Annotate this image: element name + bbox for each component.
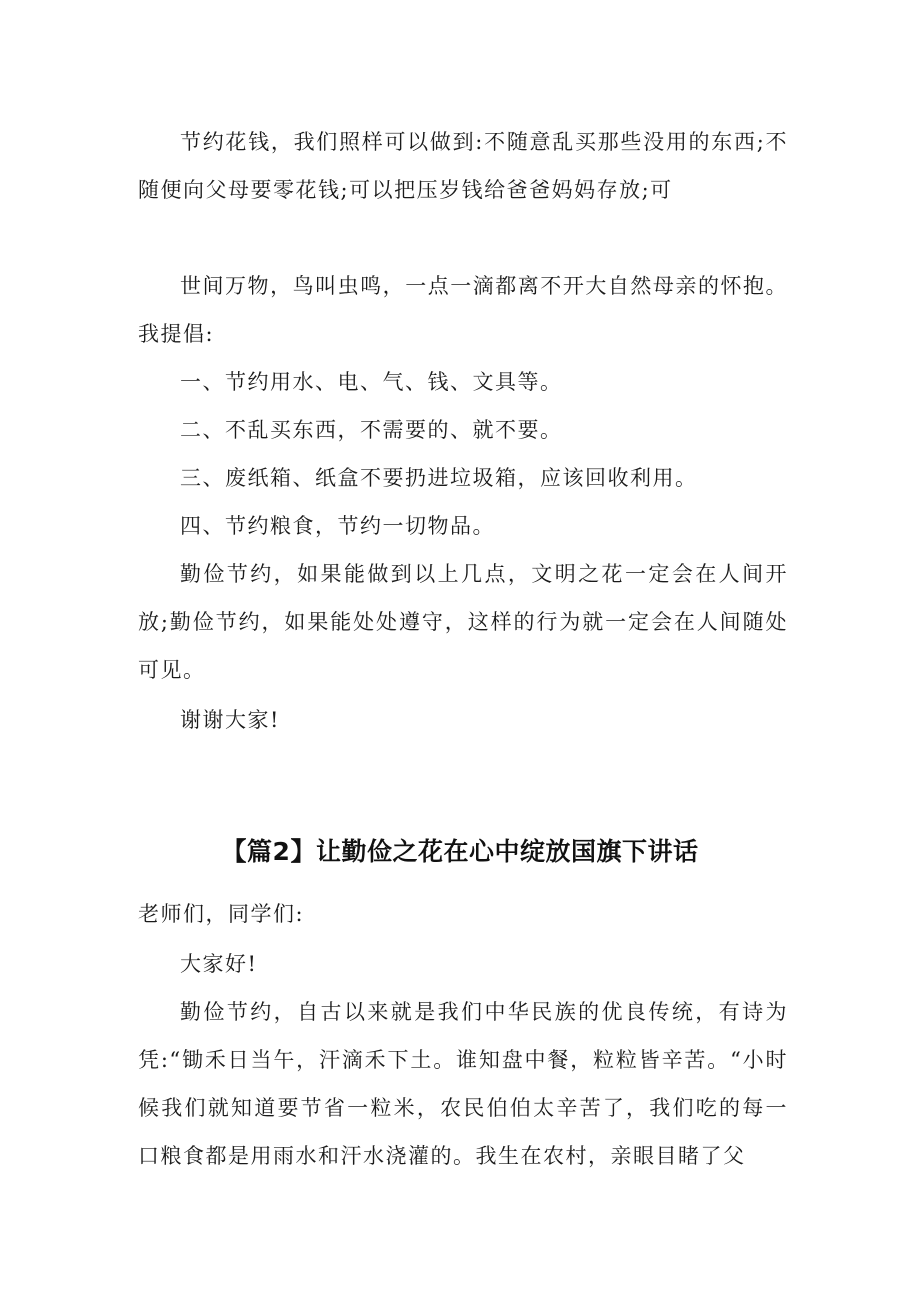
list-item-3: 三、废纸箱、纸盒不要扔进垃圾箱，应该回收利用。 xyxy=(180,466,698,490)
list-item-2: 二、不乱买东西，不需要的、就不要。 xyxy=(180,418,563,442)
paragraph-frugality: 勤俭节约，自古以来就是我们中华民族的优良传统，有诗为凭:“锄禾日当午，汗滴禾下土。谁知盘中餐，粒粒皆辛苦。“小时候我们就知道要节省一粒米，农民伯伯太辛苦了，我们吃的每一口粮食都是用雨水和汗水浇灌的。我生在农村，亲眼目睹了父 xyxy=(138,1000,788,1168)
list-item-1: 一、节约用水、电、气、钱、文具等。 xyxy=(180,370,563,394)
list-item-4: 四、节约粮食，节约一切物品。 xyxy=(180,514,495,538)
paragraph-thanks: 谢谢大家! xyxy=(180,708,280,732)
paragraph-nature: 世间万物，鸟叫虫鸣，一点一滴都离不开大自然母亲的怀抱。我提倡: xyxy=(138,274,788,346)
section-title: 【篇2】让勤俭之花在心中绽放国旗下讲话 xyxy=(221,837,699,866)
salutation: 老师们，同学们: xyxy=(138,902,305,926)
greeting: 大家好! xyxy=(180,952,258,976)
paragraph-spending: 节约花钱，我们照样可以做到:不随意乱买那些没用的东西;不随便向父母要零花钱;可以把压岁钱给爸爸妈妈存放;可 xyxy=(138,130,788,202)
paragraph-conclusion: 勤俭节约，如果能做到以上几点，文明之花一定会在人间开放;勤俭节约，如果能处处遵守，这样的行为就一定会在人间随处可见。 xyxy=(138,562,788,682)
